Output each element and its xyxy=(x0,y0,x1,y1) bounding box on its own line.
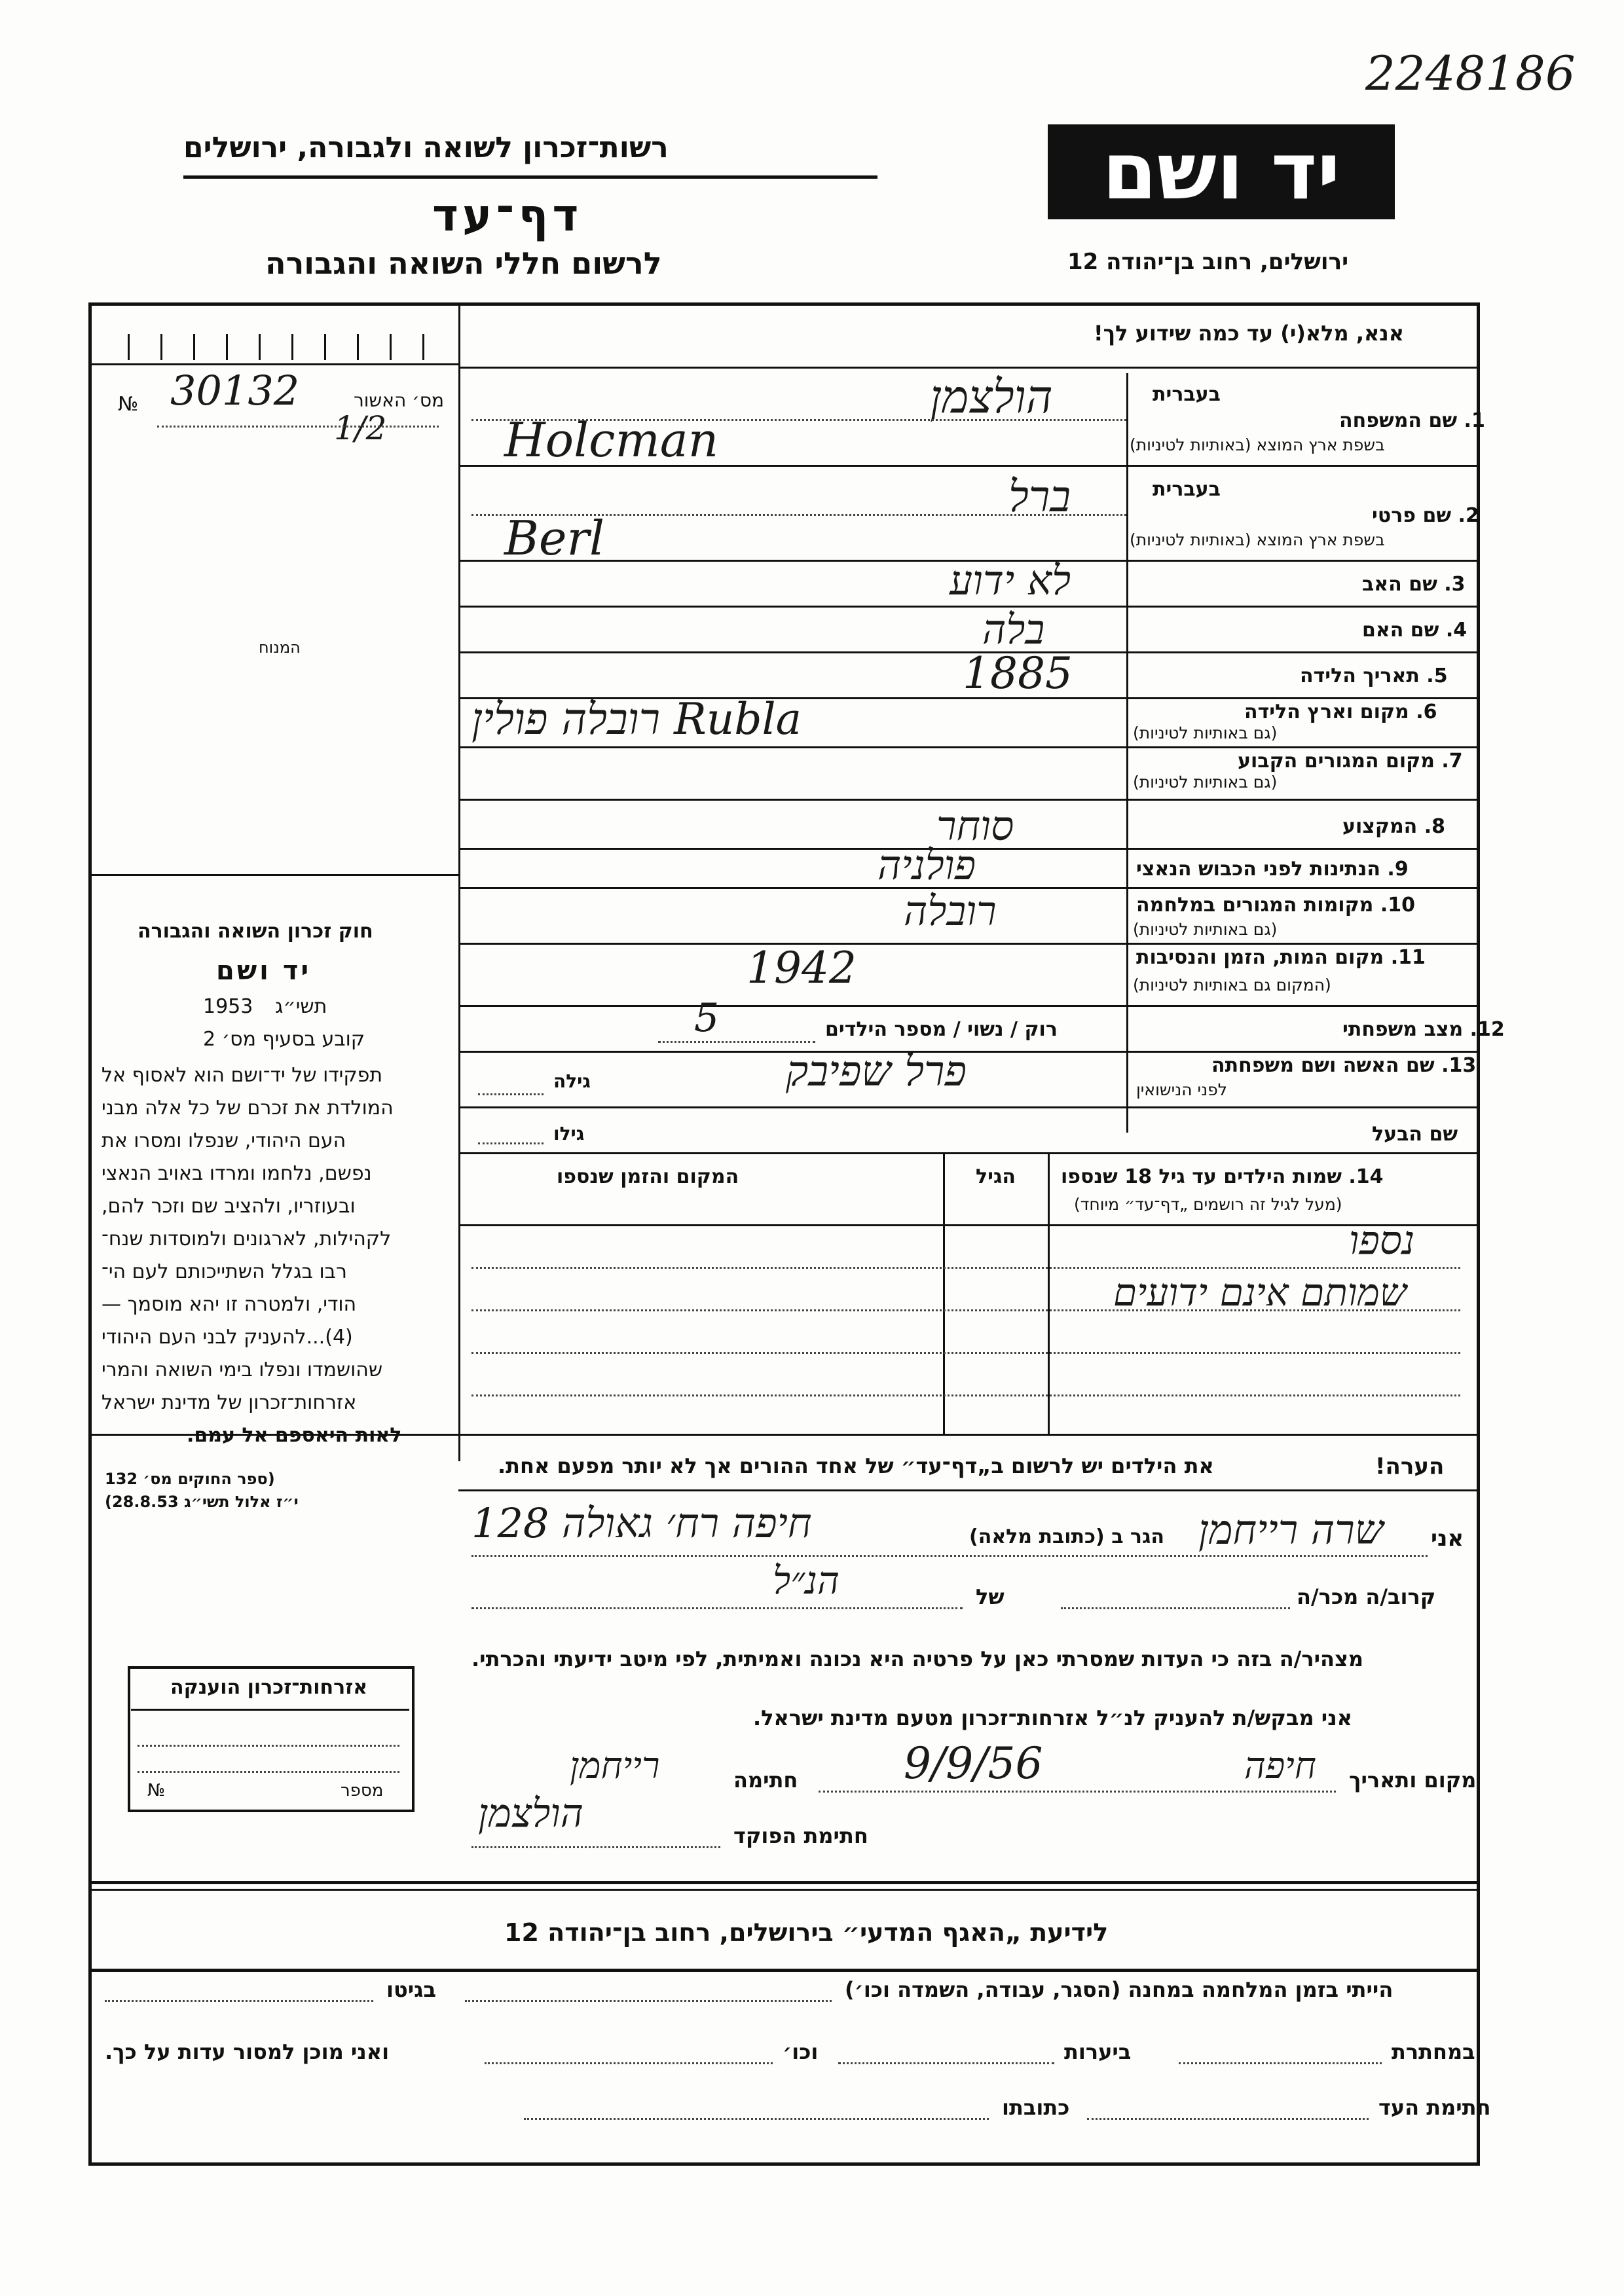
field-wife-sub: לפני הנישואין xyxy=(1136,1080,1227,1099)
field-firstname-label: 2. שם פרטי xyxy=(1372,504,1479,527)
place-value: חיפה xyxy=(1244,1745,1316,1787)
place-date-label: מקום ותאריך xyxy=(1349,1768,1477,1793)
law-brand: יד ושם xyxy=(216,956,312,986)
bottom-signature-label: חתימת העד xyxy=(1378,2095,1491,2120)
authority-name: רשות־זכרון לשואה ולגבורה, ירושלים xyxy=(183,131,669,164)
law-text-line: לאות היאספם אל עמם. xyxy=(187,1424,402,1447)
hebrew-label: בעברית xyxy=(1153,478,1221,501)
law-title: חוק זכרון השואה והגבורה xyxy=(138,920,373,943)
field-mother-value: בלה xyxy=(982,606,1045,653)
bottom-forests-label: ביערות xyxy=(1064,2039,1132,2064)
declarant-relative-label: קרוב/ה מכר/ה xyxy=(1297,1584,1436,1609)
seal-title: אזרחות־זכרון הוענקה xyxy=(170,1676,368,1699)
law-clause: קובע בסעיף מס׳ 2 xyxy=(203,1028,365,1051)
field-residence-sub: (גם באותיות לטיניות) xyxy=(1133,773,1278,792)
field-birthdate-value: 1885 xyxy=(963,648,1073,699)
archive-number: 2248186 xyxy=(1365,46,1576,101)
bottom-line1: הייתי בזמן המלחמה במחנה (הסגר, עבודה, השמדה וכו׳) xyxy=(845,1977,1393,2002)
declarant-signature: רייחמן xyxy=(570,1745,660,1787)
declarant-resident-label: הגר ב (כתובת מלאה) xyxy=(969,1525,1165,1548)
field-surname-sub: בשפת ארץ המוצא (באותיות לטיניות) xyxy=(1130,435,1385,454)
bottom-address-label: כתובתו xyxy=(1002,2095,1070,2120)
law-text-line: תפקידו של יד־ושם הוא לאסוף אל xyxy=(101,1064,383,1087)
form-subtitle: לרשום חללי השואה והגבורה xyxy=(265,246,662,281)
field-surname-latin: Holcman xyxy=(504,412,719,467)
law-text-line: לקהילות, לארגונים ולמוסדות שנח־ xyxy=(101,1228,392,1250)
field-wife-label: 13. שם האשה ושם משפחתה xyxy=(1211,1054,1477,1077)
declarant-name: שרה רייחמן xyxy=(1198,1506,1384,1554)
field-wartime-residence-sub: (גם באותיות לטיניות) xyxy=(1133,920,1278,939)
field-marital-label: 12. מצב משפחתי xyxy=(1342,1018,1505,1041)
field-profession-value: סוחר xyxy=(936,802,1014,850)
bottom-ghetto-label: בגיטו xyxy=(386,1977,436,2002)
field-birthplace-label: 6. מקום וארץ הלידה xyxy=(1244,701,1437,723)
field-firstname-latin: Berl xyxy=(504,511,604,566)
field-birthdate-label: 5. תאריך הלידה xyxy=(1300,665,1448,687)
field-birthplace-sub: (גם באותיות לטיניות) xyxy=(1133,723,1278,742)
law-source: י״ז אלול תשי״ג 28.8.53) xyxy=(105,1493,299,1511)
file-no-label: מס׳ האשור xyxy=(354,390,445,411)
seal-number-label: מספר xyxy=(341,1781,384,1800)
field-death-value: 1942 xyxy=(747,943,857,993)
law-year-heb: תשי״ג xyxy=(275,995,327,1018)
law-text-line: שהושמדו ונפלו בימי השואה והמרי xyxy=(101,1358,383,1381)
field-residence-label: 7. מקום המגורים הקבוע xyxy=(1238,750,1463,773)
declarant-i-label: אני xyxy=(1431,1525,1464,1552)
field-wife-age-label: גילה xyxy=(553,1070,591,1092)
field-death-sub: (המקום גם באותיות לטיניות) xyxy=(1133,975,1331,994)
law-text-line: (4)...להעניק לבני העם היהודי xyxy=(101,1326,353,1349)
note-label: הערה! xyxy=(1375,1453,1445,1480)
field-death-label: 11. מקום המות, הזמן והנסיבות xyxy=(1136,946,1426,969)
field-wartime-residence-label: 10. מקומות המגורים במלחמה xyxy=(1136,894,1415,917)
field-father-value: לא ידוע xyxy=(950,556,1071,604)
declarant-relation: הנ״ל xyxy=(773,1558,840,1603)
form-title: דף־עד xyxy=(432,190,583,242)
file-no-symbol: № xyxy=(118,393,139,416)
field-marital-children: 5 xyxy=(694,995,720,1041)
yad-vashem-logo: יד ושם xyxy=(1048,124,1395,219)
hebrew-label: בעברית xyxy=(1153,383,1221,406)
field-birthplace-value: רובלה פולין Rubla xyxy=(471,694,802,744)
field-wife-value: פרל שפיבק xyxy=(786,1048,967,1096)
bottom-title: לידיעת „האגף המדעי״ בירושלים, רחוב בן־יהודה 12 xyxy=(504,1918,1109,1947)
field-firstname-hebrew: ברל xyxy=(1008,471,1071,522)
seal-number-symbol: № xyxy=(147,1781,166,1800)
law-text-line: הודי, ולמטרה זו יהא מוסמך — xyxy=(101,1293,357,1316)
field-citizenship-label: 9. הנתינות לפני הכבוש הנאצי xyxy=(1136,858,1409,881)
law-text-line: ובעוזריו, ולהציב שם וזכר להם, xyxy=(101,1195,356,1218)
official-signature: הולצמן xyxy=(478,1791,583,1836)
bottom-ready-label: ואני מוכן למסור עדות על כך. xyxy=(105,2039,390,2064)
signature-label: חתימה xyxy=(733,1768,798,1793)
official-label: חתימת הפוקד xyxy=(733,1823,868,1848)
field-husband-age-label: גילו xyxy=(553,1123,585,1144)
law-text-line: העם היהודי, שנפלו ומסרו את xyxy=(101,1129,346,1152)
law-text-line: המולדת את זכרם של כל אלה מבני xyxy=(101,1097,394,1120)
law-text-line: רבו בגלל השתייכותם לעם הי־ xyxy=(101,1260,347,1283)
field-profession-label: 8. המקצוע xyxy=(1342,815,1445,838)
children-value-1: נספו xyxy=(1349,1218,1415,1264)
field-mother-label: 4. שם האם xyxy=(1362,619,1467,642)
declarant-address: חיפה רח׳ גאולה 128 xyxy=(471,1499,812,1547)
field-father-label: 3. שם האב xyxy=(1362,573,1466,596)
law-source: (ספר החוקים מס׳ 132 xyxy=(105,1470,275,1488)
children-place-col: המקום והזמן שנספו xyxy=(557,1165,739,1188)
children-value-2: שמותם אינם ידועים xyxy=(1113,1270,1407,1315)
bottom-etc-label: וכו׳ xyxy=(783,2039,819,2064)
address: ירושלים, רחוב בן־יהודה 12 xyxy=(1067,249,1349,275)
declaration-text: מצהיר/ה בזה כי העדות שמסרתי כאן על פרטיה היא נכונה ואמיתית, לפי מיטב ידיעתי והכרתי. xyxy=(471,1647,1364,1671)
field-children-sub: (מעל לגיל זה רושמים „דף־עד״ מיוחד) xyxy=(1074,1195,1342,1214)
date-value: 9/9/56 xyxy=(904,1738,1043,1789)
bottom-underground-label: במחתרת xyxy=(1392,2039,1475,2064)
law-year: 1953 xyxy=(203,995,253,1018)
field-citizenship-value: פולניה xyxy=(877,841,976,889)
note-text: את הילדים יש לרשום ב„דף־עד״ של אחד ההורים אך לא יותר מפעם אחת. xyxy=(498,1453,1214,1478)
file-no-value: 30132 xyxy=(170,367,300,414)
request-text: אני מבקש/ת להעניק לנ״ל אזרחות־זכרון מטעם מדינת ישראל. xyxy=(753,1705,1352,1730)
instructions: אנא, מלא(י) עד כמה שידוע לך! xyxy=(1094,321,1405,346)
field-children-label: 14. שמות הילדים עד גיל 18 שנספו xyxy=(1061,1165,1384,1188)
children-age-col: הגיל xyxy=(976,1165,1016,1188)
field-surname-label: 1. שם המשפחה xyxy=(1339,409,1485,432)
deceased-label: המנוח xyxy=(259,638,301,657)
declarant-of-label: של xyxy=(976,1584,1005,1609)
law-text-line: אזרחות־זכרון של מדינת ישראל xyxy=(101,1391,357,1414)
law-text-line: נפשם, נלחמו ומרדו באויב הנאצי xyxy=(101,1162,372,1185)
field-surname-hebrew: הולצמן xyxy=(930,370,1053,424)
field-wartime-residence-value: רובלה xyxy=(904,887,997,935)
field-marital-options: רוק / נשוי / מספר הילדים xyxy=(825,1018,1058,1041)
field-firstname-sub: בשפת ארץ המוצא (באותיות לטיניות) xyxy=(1130,530,1385,549)
field-husband-label: שם הבעל xyxy=(1372,1123,1458,1146)
file-no-sub: 1/2 xyxy=(334,409,387,447)
